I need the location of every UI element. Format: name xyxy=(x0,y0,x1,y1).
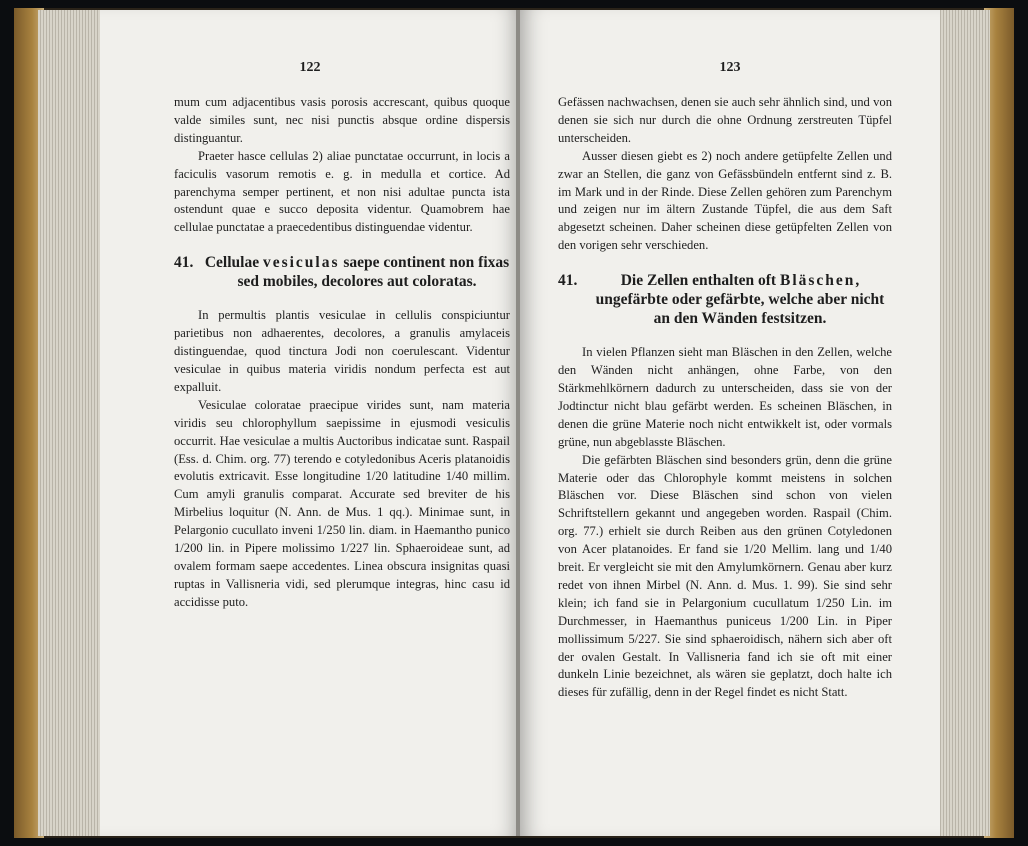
section-title-part: saepe continent non fixas sed mobiles, decolores aut coloratas. xyxy=(237,254,510,291)
section-title-part: , ungefärbte oder gefärbte, welche aber nicht an den Wänden festsitzen. xyxy=(595,272,885,328)
section-number: 41. xyxy=(558,272,578,290)
section-heading xyxy=(174,253,510,291)
page-edges-left xyxy=(38,10,102,836)
paragraph: Ausser diesen giebt es 2) noch andere getüpfelte Zellen und zwar an Stellen, die ganz von Gefässbündeln entfernt sind z. B. im Mark und in der Rinde. Diese Zellen gehören zum Parenchym und zeigen nur im ältern Zustande Tüpfel, die aus dem Saft abgesetzt scheinen. Daher scheinen diese getüpfelten Zellen von den vorigen sehr verschieden. xyxy=(558,148,892,253)
paragraph: Die gefärbten Bläschen sind besonders grün, denn die grüne Materie oder das Chlorophyle kommt meistens in solchen Bläschen vor. Diese Bläschen sind schon von vielen Schriftstellern gekannt und angegeben worden. Raspail (Chim. org. 77.) erhielt sie durch Reiben aus den grünen Cotyledonen von Acer platanoides. Er fand sie 1/20 Mellim. lang und 1/40 breit. Er vergleicht sie mit den Amylumkörnern. Genau aber kurz redet von ihnen Mirbel (N. Ann. d. Mus. 1. 99). Sie sind sehr klein; ich fand sie in Pelargonium cucullatum 1/250 Lin. im Durchmesser, in Haemanthus puniceus 1/200 Lin. in Piper mollissimum 5/227. Sie sind sphaeroidisch, nähern sich aber oft der ovalen Gestalt. In Vallisneria fand ich sie oft mit einer dunkeln Linie bezeichnet, als wären sie geplatzt, doch halte ich dieses für zufällig, denn in der Regel findet es nicht Statt. xyxy=(558,452,892,700)
section-title xyxy=(204,253,510,291)
paragraph: Gefässen nachwachsen, denen sie auch sehr ähnlich sind, und von denen sie sich nur durch die ohne Ordnung zerstreuten Tüpfel unterscheiden. xyxy=(558,95,892,145)
section-title-part: Cellulae xyxy=(204,254,263,272)
right-page xyxy=(520,10,940,836)
paragraph: Vesiculae coloratae praecipue virides sunt, nam materia viridis seu chlorophyllum saepissime in ejusmodi vesiculis occurrit. Hae vesiculae a multis Auctoribus indicatae sunt. Raspail (Ess. d. Chim. org. 77) terendo e cotyledonibus Aceris platanoidis evolutis extricavit. Esse longitudine 1/20 latitudine 1/40 millim. Cum amyli granulis comparat. Accurate sed breviter de his Mirbelius loquitur (N. Ann. de Mus. 1 qq.). Minimae sunt, in Pelargonio cucullato inveni 1/250 lin. diam. in Haemantho punico 1/200 lin. in Pipere molissimo 1/227 lin. Sphaeroideae sunt, ad ovalem formam saepe accedentes. Linea obscura insignitas quasi ruptas in Vallisneria vidi, sed plerumque integras, hinc casu id accidisse puto. xyxy=(174,397,510,609)
page-edges-right xyxy=(938,10,990,836)
paragraph: In permultis plantis vesiculae in cellulis conspiciuntur parietibus non adhaerentes, decolores, a granulis amylaceis distinguendae, quod tinctura Jodi non coerulescant. Videntur vesiculae in quibus materia viridis nondum perfecta est aut expalluit. xyxy=(174,308,510,394)
page-text xyxy=(558,94,892,702)
section-heading xyxy=(558,271,892,328)
paragraph: Praeter hasce cellulas 2) aliae punctatae occurrunt, in locis a faciculis vasorum remotis e. g. in medulla et cortice. Ad parenchyma semper pertinent, et non nisi adultae puncta ista ostendunt quae e succo deposita videntur. Quamobrem hae cellulae punctatae a praecedentibus distinguendae videntur. xyxy=(174,148,510,235)
paragraph: mum cum adjacentibus vasis porosis accrescant, quibus quoque valde similes sunt, nec nisi punctis absque ordine dispersis distinguantur. xyxy=(174,95,510,145)
page-number: 123 xyxy=(719,60,741,75)
paragraph: In vielen Pflanzen sieht man Bläschen in den Zellen, welche den Wänden nicht anhängen, ohne Farbe, von den Stärkmehlkörnern dadurch zu unterscheiden, dass sie von der Jodtinctur nicht blau gefärbt werden. Es scheinen Bläschen, in denen die grüne Materie noch nicht entwikkelt ist, oder vormals grüne, nun abgeblasste Bläschen. xyxy=(558,345,892,449)
section-title-spaced: vesiculas xyxy=(262,254,340,272)
section-number: 41. xyxy=(174,254,194,272)
section-title xyxy=(588,271,892,328)
page-number: 122 xyxy=(299,60,321,75)
left-page xyxy=(100,10,520,836)
page-text xyxy=(174,94,510,612)
section-title-spaced: Bläschen xyxy=(779,272,856,290)
section-title-part: Die Zellen enthalten oft xyxy=(620,272,780,290)
